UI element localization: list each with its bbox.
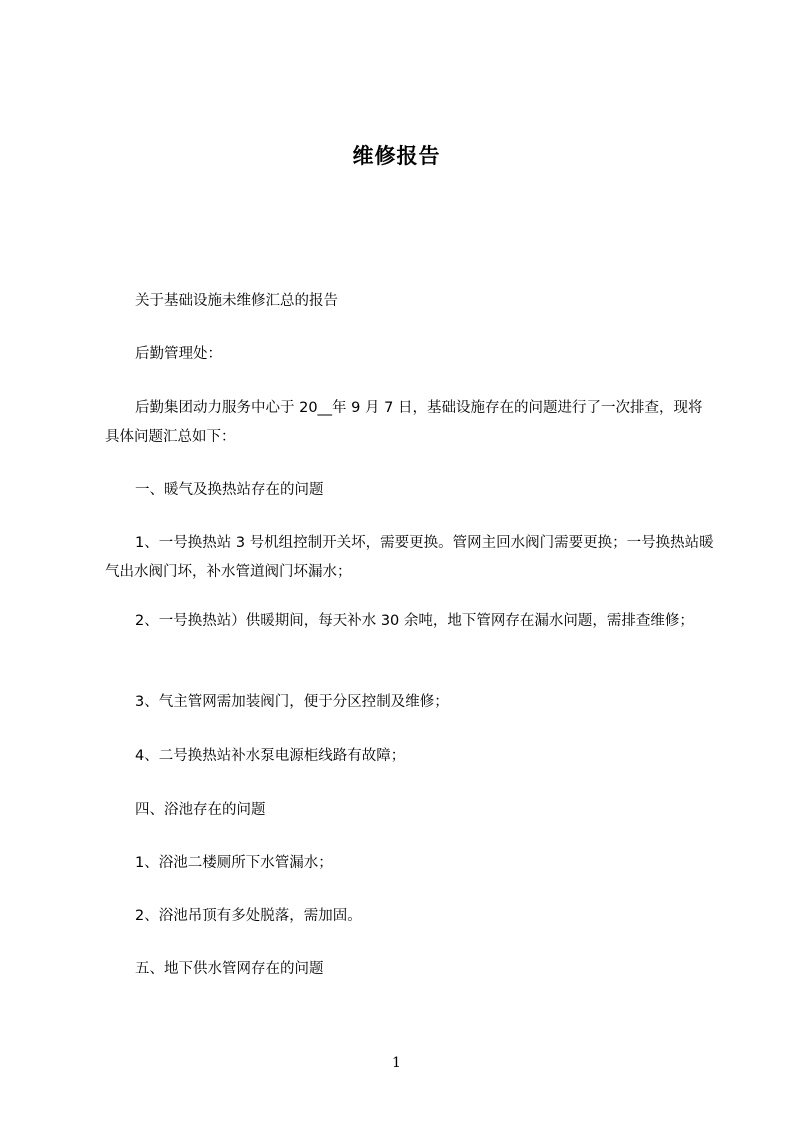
heating-item-4: 4、二号换热站补水泵电源柜线路有故障； [135, 748, 406, 764]
heating-item-1: 1、一号换热站 3 号机组控制开关坏，需要更换。管网主回水阀门需要更换；一号换热站暖气出水阀门坏，补水管道阀门坏漏水； [105, 535, 714, 580]
bathhouse-item-2: 2、浴池吊顶有多处脱落，需加固。 [135, 908, 362, 924]
recipient-line: 后勤管理处： [135, 346, 222, 362]
bathhouse-item-1: 1、浴池二楼厕所下水管漏水； [135, 855, 333, 871]
section-heading-water-network: 五、地下供水管网存在的问题 [135, 961, 324, 977]
page-number: 1 [392, 1055, 401, 1071]
heating-item-3: 3、气主管网需加装阀门，便于分区控制及维修； [135, 694, 449, 710]
document-title: 维修报告 [352, 144, 441, 168]
intro-paragraph: 后勤集团动力服务中心于 20__年 9 月 7 日，基础设施存在的问题进行了一次排查，现将具体问题汇总如下： [105, 400, 703, 445]
heating-item-2: 2、一号换热站）供暖期间，每天补水 30 余吨，地下管网存在漏水问题，需排查维修； [135, 613, 694, 629]
report-subject: 关于基础设施未维修汇总的报告 [135, 293, 338, 309]
section-heading-bathhouse: 四、浴池存在的问题 [135, 802, 266, 818]
section-heading-heating: 一、暖气及换热站存在的问题 [135, 482, 324, 498]
